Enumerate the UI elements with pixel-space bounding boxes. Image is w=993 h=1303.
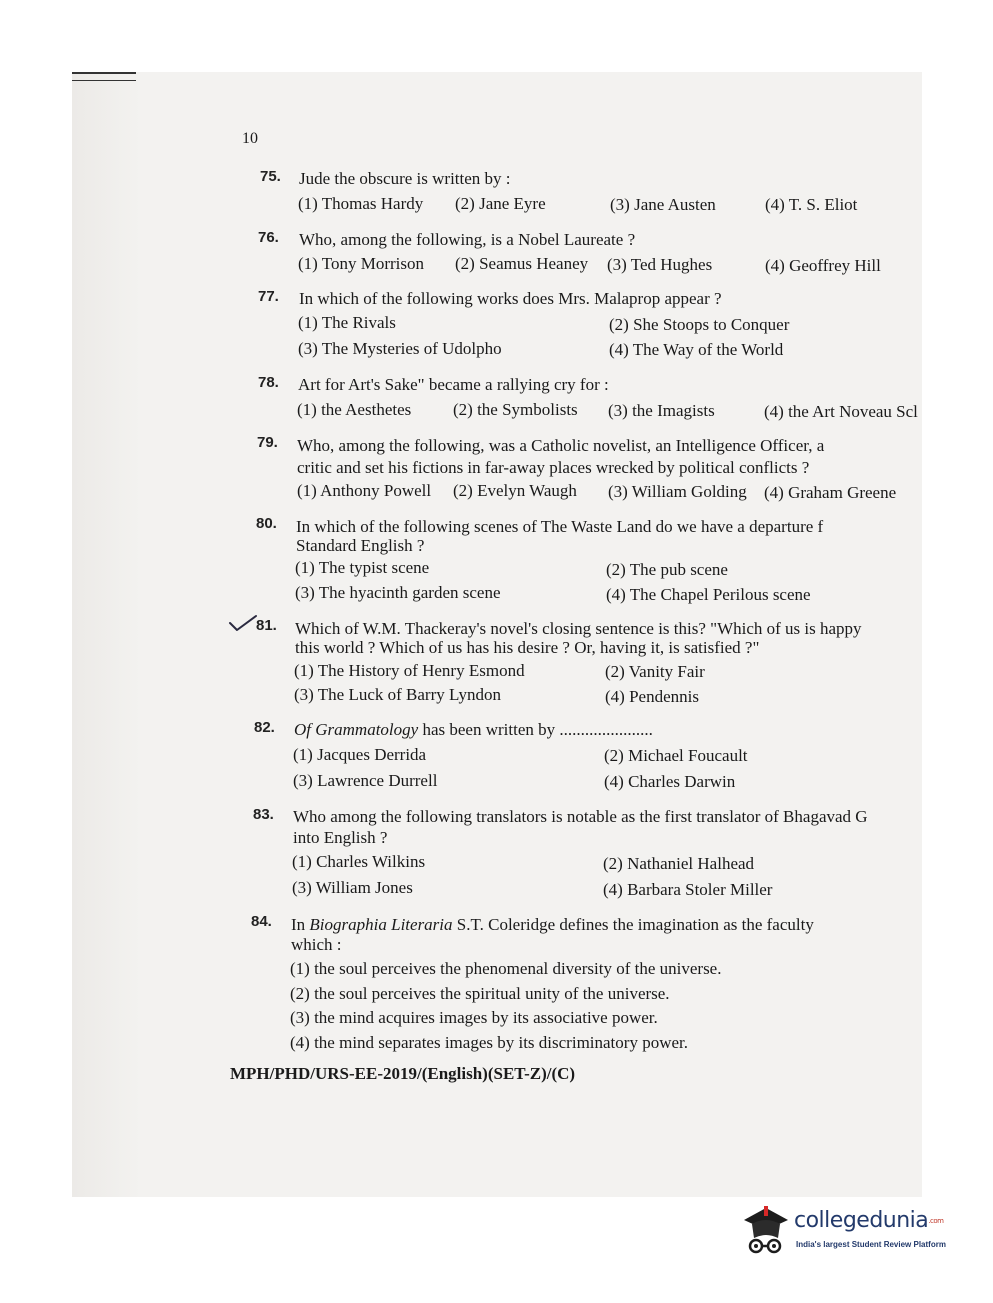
question-text: this world ? Which of us has his desire ? Or, having it, is satisfied ?" [295, 638, 760, 657]
question-text: Art for Art's Sake" became a rallying cry for : [298, 375, 609, 394]
option: (1) Tony Morrison [298, 254, 424, 273]
option: (2) Vanity Fair [605, 662, 705, 681]
option: (2) The pub scene [606, 560, 728, 579]
question-number: 75. [260, 168, 281, 185]
option: (1) the Aesthetes [297, 400, 412, 419]
brand-name [794, 1208, 943, 1233]
book-title: Of Grammatology [294, 720, 419, 739]
question-text-pre: In [291, 915, 310, 934]
question-number: 76. [258, 229, 279, 246]
option: (3) the mind acquires images by its associative power. [290, 1008, 658, 1027]
option: (2) Seamus Heaney [455, 254, 589, 273]
question-text: critic and set his fictions in far-away places wrecked by political conflicts ? [297, 458, 810, 477]
question-text: In which of the following scenes of The Waste Land do we have a departure f [296, 517, 824, 536]
question-number: 79. [257, 434, 278, 451]
question-number: 83. [253, 806, 274, 823]
question-text: Which of W.M. Thackeray's novel's closing sentence is this? "Which of us is happy [295, 619, 862, 638]
option: (1) the soul perceives the phenomenal diversity of the universe. [290, 959, 722, 978]
option: (3) the Imagists [608, 401, 715, 420]
option: (1) The Rivals [298, 313, 396, 332]
question-text: Jude the obscure is written by : [299, 169, 511, 188]
option: (4) The Way of the World [609, 340, 784, 359]
brand-tagline: India's largest Student Review Platform [796, 1240, 946, 1249]
option: (4) T. S. Eliot [765, 195, 858, 214]
option: (3) Lawrence Durrell [293, 771, 438, 790]
page-edge-line [72, 80, 136, 81]
question-number: 82. [254, 719, 275, 736]
checkmark-icon [228, 614, 258, 634]
option: (2) the soul perceives the spiritual unity of the universe. [290, 984, 670, 1003]
question-text: In which of the following works does Mrs. Malaprop appear ? [299, 289, 722, 308]
option: (4) Charles Darwin [604, 772, 736, 791]
page-edge-line [72, 72, 136, 74]
option: (3) The Luck of Barry Lyndon [294, 685, 501, 704]
option: (4) The Chapel Perilous scene [606, 585, 811, 604]
option: (4) the mind separates images by its discriminatory power. [290, 1033, 688, 1052]
option: (2) Evelyn Waugh [453, 481, 577, 500]
question-number: 77. [258, 288, 279, 305]
question-number: 80. [256, 515, 277, 532]
question-text [291, 914, 922, 935]
question-number: 78. [258, 374, 279, 391]
question-number: 84. [251, 913, 272, 930]
exam-code: MPH/PHD/URS-EE-2019/(English)(SET-Z)/(C) [230, 1064, 576, 1083]
option: (1) Jacques Derrida [293, 745, 427, 764]
question-text [294, 719, 653, 740]
question-text: Standard English ? [296, 536, 425, 555]
question-text-rest: has been written by ...................... [418, 720, 653, 739]
option: (3) Ted Hughes [607, 255, 713, 274]
option: (2) Michael Foucault [604, 746, 748, 765]
option: (4) Barbara Stoler Miller [603, 880, 773, 899]
question-number: 81. [256, 617, 277, 634]
option: (1) Charles Wilkins [292, 852, 426, 871]
option: (4) Pendennis [605, 687, 699, 706]
question-text: Who, among the following, is a Nobel Laureate ? [299, 230, 636, 249]
book-title: Biographia Literaria [309, 915, 453, 934]
option: (3) Jane Austen [610, 195, 716, 214]
option: (4) the Art Noveau Scl [764, 402, 918, 421]
graduate-cap-glasses-icon [738, 1202, 792, 1258]
question-text: which : [291, 935, 342, 954]
question-text-rest: S.T. Coleridge defines the imagination as the faculty [452, 915, 814, 934]
option: (1) The History of Henry Esmond [294, 661, 525, 680]
option: (2) Jane Eyre [455, 194, 546, 213]
option: (4) Graham Greene [764, 483, 897, 502]
option: (1) Thomas Hardy [298, 194, 424, 213]
option: (1) The typist scene [295, 558, 430, 577]
question-text: Who, among the following, was a Catholic novelist, an Intelligence Officer, a [297, 436, 825, 455]
option: (2) Nathaniel Halhead [603, 854, 755, 873]
brand-suffix: .com [928, 1217, 944, 1225]
question-text: into English ? [293, 828, 388, 847]
page-number: 10 [242, 130, 258, 147]
option: (4) Geoffrey Hill [765, 256, 881, 275]
brand-logo[interactable] [738, 1198, 968, 1268]
option: (3) The Mysteries of Udolpho [298, 339, 502, 358]
scan-shadow [72, 72, 142, 1197]
question-text: Who among the following translators is notable as the first translator of Bhagavad G [293, 807, 868, 826]
option: (3) The hyacinth garden scene [295, 583, 501, 602]
brand-name-text: collegedunia [794, 1208, 929, 1233]
option: (1) Anthony Powell [297, 481, 432, 500]
option: (2) She Stoops to Conquer [609, 315, 790, 334]
option: (2) the Symbolists [453, 400, 578, 419]
option: (3) William Golding [608, 482, 747, 501]
option: (3) William Jones [292, 878, 413, 897]
